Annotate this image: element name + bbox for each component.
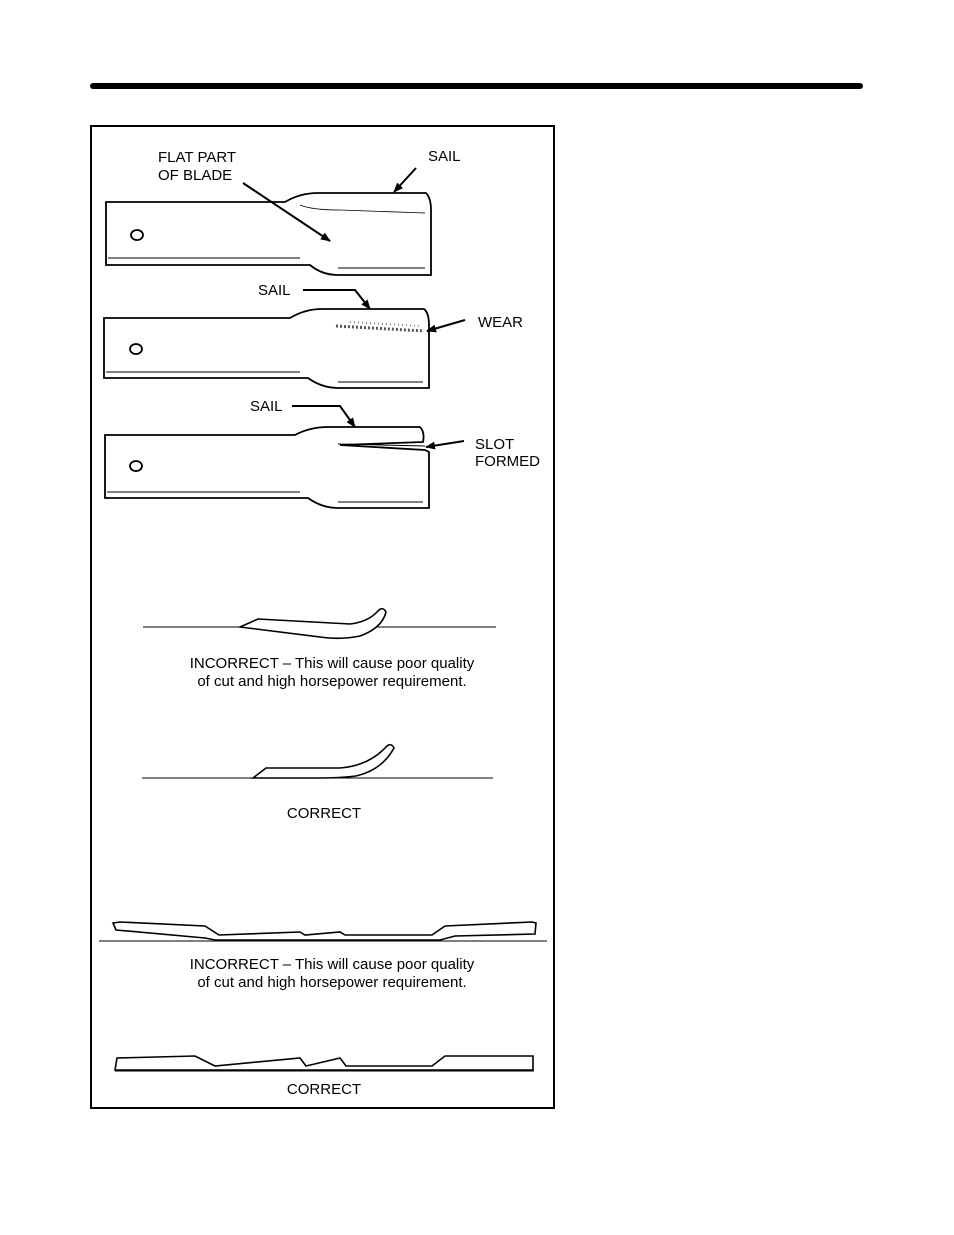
sail-arrow-1 (394, 168, 416, 192)
end-view-correct (115, 1056, 534, 1071)
sail-arrow-2 (303, 290, 370, 309)
label-wear: WEAR (478, 314, 523, 331)
end-view-incorrect (99, 922, 547, 941)
caption-incorrect-2-line1: INCORRECT – This will cause poor quality (189, 956, 475, 973)
label-slot-line2: FORMED (475, 453, 540, 470)
caption-incorrect-1-line1: INCORRECT – This will cause poor quality (189, 655, 475, 672)
wear-arrow (427, 320, 465, 331)
label-flat-part-line1: FLAT PART (158, 149, 237, 166)
label-slot-line1: SLOT (475, 436, 515, 453)
caption-incorrect-1-line2: of cut and high horsepower requirement. (197, 673, 467, 690)
caption-correct-2: CORRECT (286, 1081, 362, 1098)
label-sail-1: SAIL (428, 148, 461, 165)
label-sail-3: SAIL (250, 398, 283, 415)
blade-slotted (105, 427, 429, 508)
slot-arrow (426, 441, 464, 447)
label-sail-2: SAIL (258, 282, 291, 299)
caption-incorrect-2-line2: of cut and high horsepower requirement. (197, 974, 467, 991)
label-flat-part-line2: OF BLADE (158, 167, 233, 184)
side-view-correct (142, 745, 493, 778)
sail-arrow-3 (292, 406, 355, 427)
blade-new (106, 193, 431, 275)
caption-correct-1: CORRECT (286, 805, 362, 822)
blade-worn (104, 309, 429, 388)
side-view-incorrect (143, 609, 496, 639)
